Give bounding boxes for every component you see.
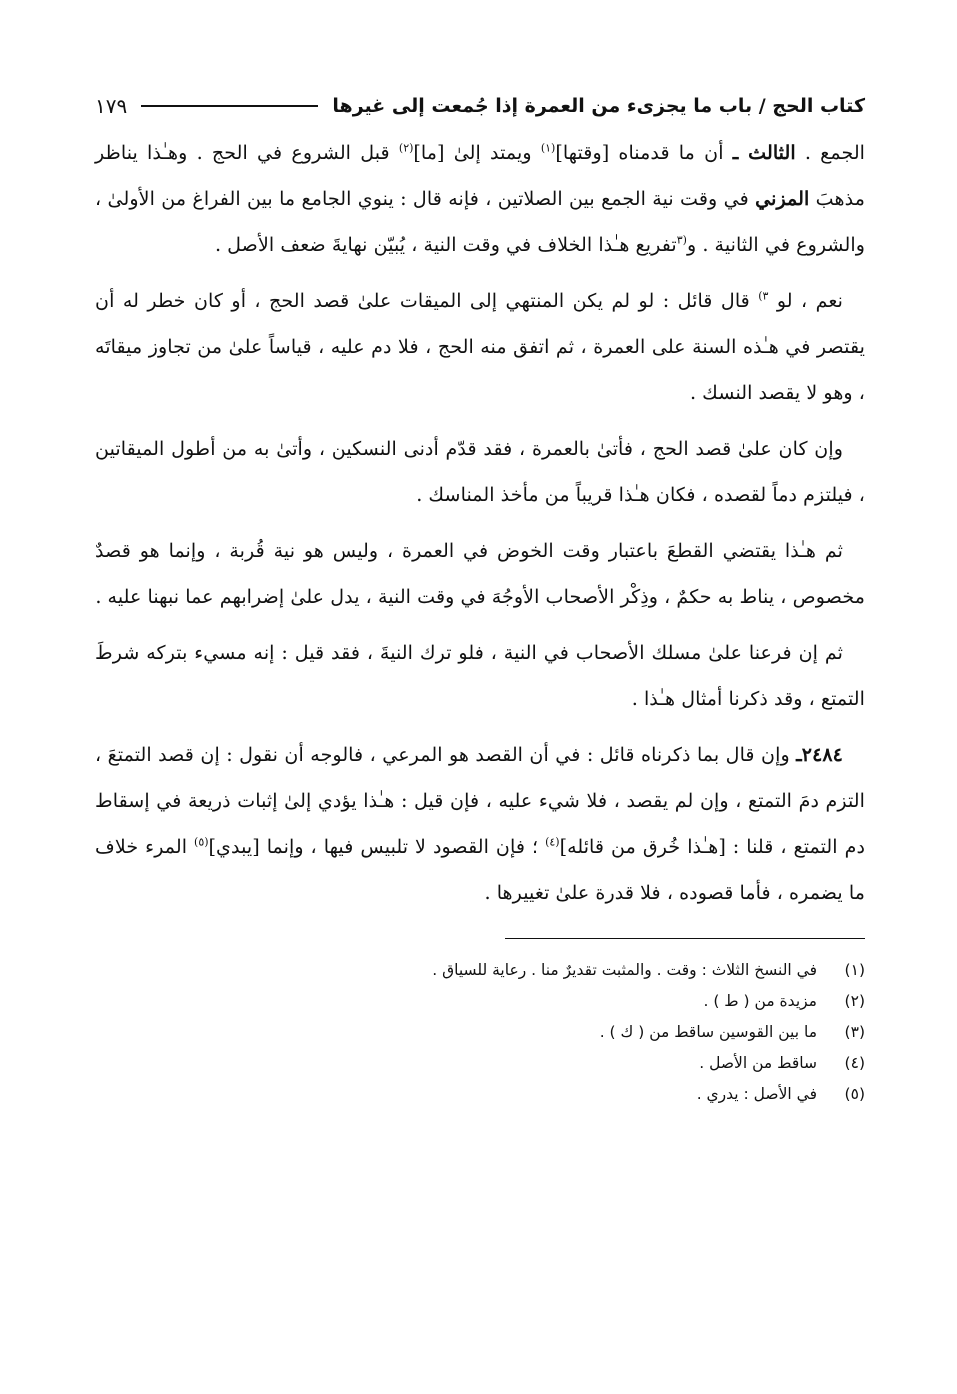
- text-segment: ثم هـٰذا يقتضي القطعَ باعتبار وقت الخوض في العمرة ، وليس هو نية قُربة ، وإنما هو قصدٌ مخصوص ، يناط به حكمٌ ، وذِكْر الأصحاب الأوجُهَ في وقت النية ، يدل علىٰ إضرابهم عما نبهنا عليه .: [95, 539, 865, 608]
- text-segment: ويمتد إلىٰ [ما]: [413, 141, 541, 164]
- footnotes: [95, 955, 865, 1110]
- book-page: [95, 88, 865, 1110]
- paragraph: [95, 278, 865, 416]
- footnote-number: (٤): [844, 1054, 865, 1072]
- footnote-number: (٣): [844, 1023, 865, 1041]
- body-text: [95, 130, 865, 916]
- footnote-number: (١): [844, 961, 865, 979]
- text-segment: تفريع هـٰذا الخلاف في وقت النية ، يُبيّن نهايةَ ضعف الأصل .: [214, 233, 677, 256]
- bold-term: المزني: [755, 187, 810, 210]
- footnote-text: في النسخ الثلاث : وقت . والمثبت تقديرٌ منا . رعاية للسياق .: [432, 961, 817, 979]
- footnote: [95, 1079, 865, 1110]
- page-number: ١٧٩: [95, 94, 128, 118]
- footnote: [95, 1017, 865, 1048]
- header-title: كتاب الحج / باب ما يجزىء من العمرة إذا جُمعت إلى غيرها: [332, 95, 865, 117]
- running-header: [95, 88, 865, 124]
- footnote-number: (٢): [844, 992, 865, 1010]
- text-segment: وإن قال بما ذكرناه قائل : في أن القصد هو المرعي ، فالوجه أن نقول : إن قصد التمتعَ ، التزم دمَ التمتع ، وإن لم يقصد ، فلا شيء عليه ، فإن قيل : هـٰذا يؤدي إلىٰ إثبات ذريعة في إسقاط دم التمتع ، قلنا : [هـٰذا خُرق من قائله]: [95, 743, 866, 858]
- text-segment: ؛ فإن القصود لا تلبيس فيها ، وإنما [يبدي]: [208, 835, 546, 858]
- text-segment: المرء خلاف ما يضمره ، فأما قصوده ، فلا قدرة علىٰ تغييرها .: [95, 835, 865, 904]
- paragraph: [95, 426, 865, 518]
- footnote-text: ما بين القوسين ساقط من ( ك ) .: [599, 1023, 817, 1041]
- footnote-ref: (١): [540, 141, 556, 155]
- footnote-ref: ٣): [758, 289, 769, 303]
- footnote-number: (٥): [844, 1085, 865, 1103]
- footnote-divider: [505, 938, 865, 939]
- footnote: [95, 1048, 865, 1079]
- text-segment: نعم ، لو: [768, 289, 843, 312]
- footnote-ref: (٢): [398, 141, 414, 155]
- header-rule: [141, 105, 318, 107]
- paragraph: [95, 528, 865, 620]
- paragraph: [95, 130, 865, 268]
- text-segment: الجمع .: [795, 141, 866, 164]
- text-segment: في وقت نية الجمع بين الصلاتين ، فإنه قال : ينوي الجامع ما بين الفراغ من الأولىٰ ، والشروع في الثانية . و: [95, 187, 865, 256]
- text-segment: وإن كان علىٰ قصد الحج ، فأتىٰ بالعمرة ، فقد قدّم أدنى النسكين ، وأتىٰ به من أطول الميقاتين ، فيلتزم دماً لقصده ، فكان هـٰذا قريباً من مأخذ المناسك .: [95, 437, 865, 506]
- bold-term: الثالث ـ: [732, 141, 796, 164]
- footnote-ref: (٥): [194, 835, 209, 849]
- footnote-text: مزيدة من ( ط ) .: [703, 992, 817, 1010]
- paragraph: [95, 630, 865, 722]
- footnote-text: في الأصل : يدري .: [696, 1085, 817, 1103]
- text-segment: قال قائل : لو لم يكن المنتهي إلى الميقات علىٰ قصد الحج ، أو كان خطر له أن يقتصر في هـٰذه السنة على العمرة ، ثم اتفق منه الحج ، فلا دم عليه ، قياساً علىٰ من تجاوز ميقاتَه ، وهو لا يقصد النسك .: [95, 289, 865, 404]
- footnote: [95, 955, 865, 986]
- text-segment: أن ما قدمناه [وقتها]: [555, 141, 733, 164]
- text-segment: قبل الشروع في الحج . وهـٰذا يناظر مذهبَ: [95, 141, 865, 210]
- text-segment: ثم إن فرعنا علىٰ مسلك الأصحاب في النية ، فلو ترك النيةَ ، فقد قيل : إنه مسيء بتركه شرطَ التمتع ، وقد ذكرنا أمثال هـٰذا .: [95, 641, 865, 710]
- paragraph: [95, 732, 865, 916]
- footnote-text: ساقط من الأصل .: [699, 1054, 817, 1072]
- footnote: [95, 986, 865, 1017]
- footnote-ref: (٤): [545, 835, 560, 849]
- footnote-ref: (٣: [676, 233, 687, 247]
- bold-term: ٢٤٨٤ـ: [796, 743, 843, 766]
